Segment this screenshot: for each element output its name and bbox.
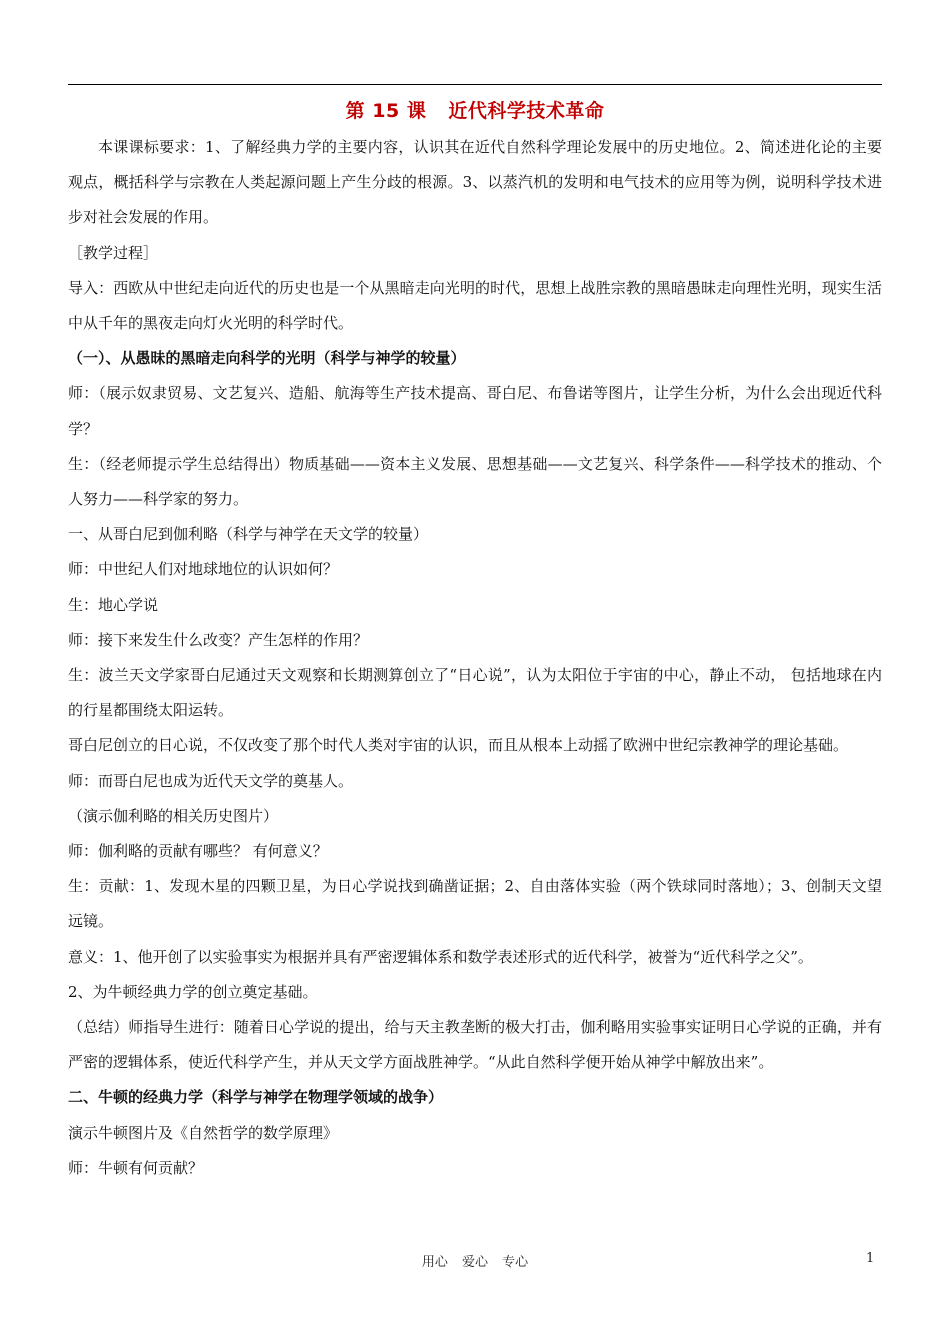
section-label: ［教学过程］ <box>68 243 159 262</box>
page-number: 1 <box>866 1251 875 1266</box>
paragraph: 师：伽利略的贡献有哪些？ 有何意义？ <box>68 842 328 861</box>
section-heading: （一）、从愚昧的黑暗走向科学的光明（科学与神学的较量） <box>68 349 466 368</box>
lesson-title: 近代科学技术革命 <box>448 100 605 122</box>
page-title <box>0 96 950 123</box>
footer-motto: 爱心 <box>461 1255 488 1270</box>
page-footer <box>0 1251 950 1270</box>
paragraph: 生：波兰天文学家哥白尼通过天文观察和长期测算创立了“日心说”，认为太阳位于宇宙的中心，静止不动， 包括地球在内的行星都围绕太阳运转。 <box>68 666 882 720</box>
paragraph: 哥白尼创立的日心说，不仅改变了那个时代人类对宇宙的认识，而且从根本上动摇了欧洲中世纪宗教神学的理论基础。 <box>68 736 849 755</box>
paragraph: 师：（展示奴隶贸易、文艺复兴、造船、航海等生产技术提高、哥白尼、布鲁诺等图片，让学生分析，为什么会出现近代科学？ <box>68 384 882 438</box>
paragraph: 生：贡献：1、发现木星的四颗卫星，为日心学说找到确凿证据；2、自由落体实验（两个铁球同时落地）；3、创制天文望远镜。 <box>68 877 882 931</box>
paragraph: 演示牛顿图片及《自然哲学的数学原理》 <box>68 1123 339 1142</box>
paragraph: 生：地心学说 <box>68 595 159 614</box>
paragraph: 意义：1、他开创了以实验事实为根据并具有严密逻辑体系和数学表述形式的近代科学，被誉为“近代科学之父”。 <box>68 947 813 966</box>
lesson-number: 第 15 课 <box>345 100 427 122</box>
section-heading: 二、牛顿的经典力学（科学与神学在物理学领域的战争） <box>68 1088 444 1107</box>
paragraph: 生：（经老师提示学生总结得出）物质基础——资本主义发展、思想基础——文艺复兴、科学条件——科学技术的推动、个人努力——科学家的努力。 <box>68 454 882 509</box>
introduction: 导入：西欧从中世纪走向近代的历史也是一个从黑暗走向光明的时代，思想上战胜宗教的黑暗愚昧走向理性光明，现实生活中从千年的黑夜走向灯火光明的科学时代。 <box>68 278 882 333</box>
paragraph: 师：牛顿有何贡献？ <box>68 1158 204 1177</box>
paragraph: 2、为牛顿经典力学的创立奠定基础。 <box>68 982 318 1001</box>
header-rule <box>68 84 882 85</box>
paragraph: （总结）师指导生进行：随着日心学说的提出，给与天主教垄断的极大打击，伽利略用实验事实证明日心学说的正确，并有严密的逻辑体系，使近代科学产生，并从天文学方面战胜神学。“从此自然科学便开始从神学中解放出来”。 <box>68 1018 882 1072</box>
paragraph: 师：而哥白尼也成为近代天文学的奠基人。 <box>68 771 354 790</box>
footer-motto: 用心 <box>421 1255 448 1270</box>
footer-motto: 专心 <box>502 1255 529 1270</box>
paragraph: （演示伽利略的相关历史图片） <box>68 806 279 825</box>
curriculum-requirements: 本课课标要求：1、了解经典力学的主要内容，认识其在近代自然科学理论发展中的历史地位。2、简述进化论的主要观点，概括科学与宗教在人类起源问题上产生分歧的根源。3、以蒸汽机的发明和电气技术的应用等为例，说明科学技术进步对社会发展的作用。 <box>68 138 882 227</box>
document-body <box>68 130 882 1186</box>
subsection-heading: 一、从哥白尼到伽利略（科学与神学在天文学的较量） <box>68 525 429 544</box>
paragraph: 师：中世纪人们对地球地位的认识如何？ <box>68 560 339 579</box>
paragraph: 师：接下来发生什么改变？产生怎样的作用？ <box>68 630 369 649</box>
